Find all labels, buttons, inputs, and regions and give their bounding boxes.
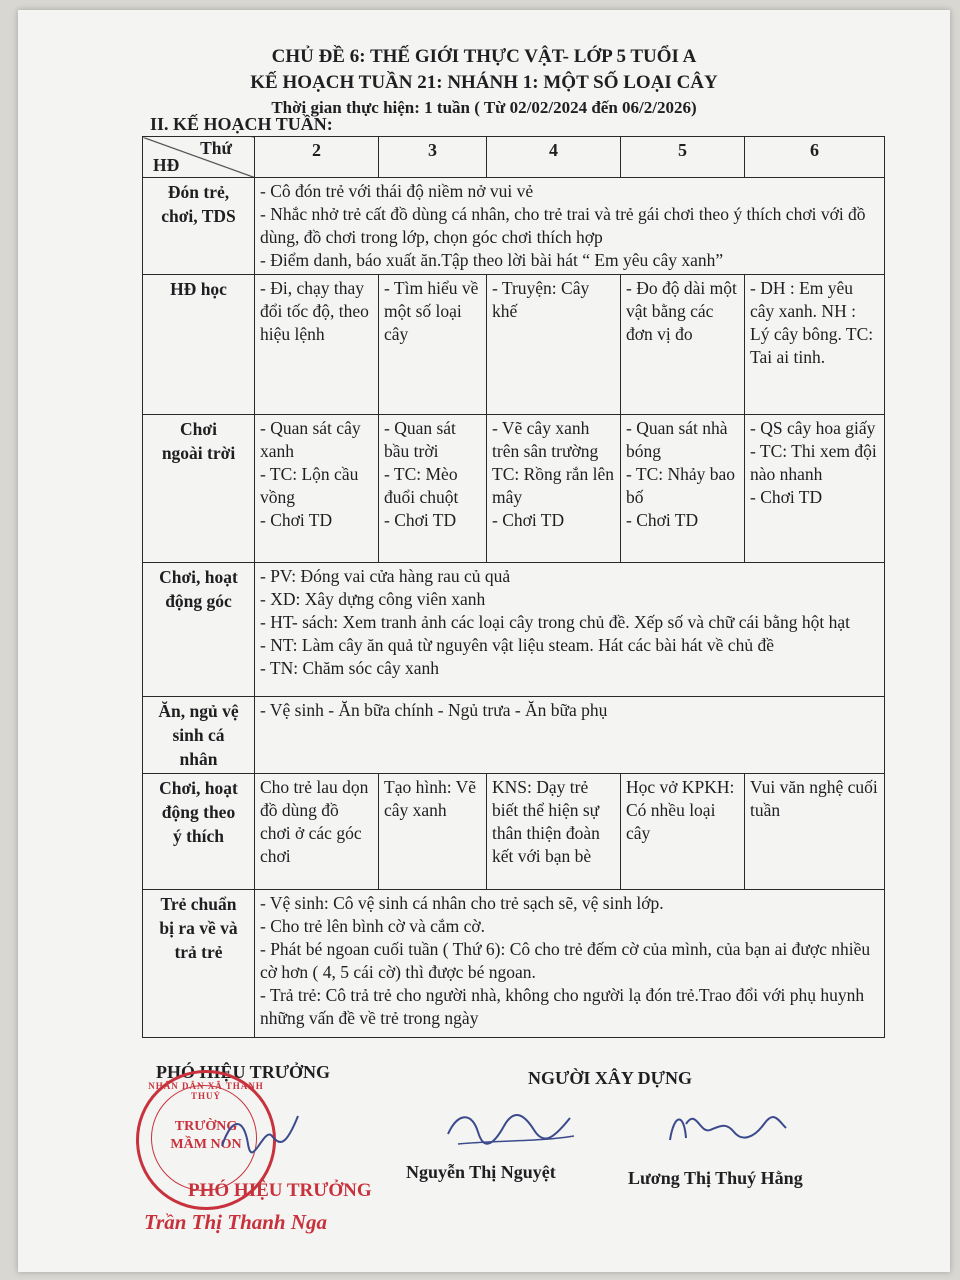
seal-line-2: MẦM NON xyxy=(170,1137,242,1152)
day-header: 6 xyxy=(745,137,885,178)
row-header: Trẻ chuẩn bị ra về và trả trẻ xyxy=(143,890,255,1038)
merged-cell: - Cô đón trẻ với thái độ niềm nở vui vẻ - Nhắc nhở trẻ cất đồ dùng cá nhân, cho trẻ trai và trẻ gái chơi theo ý thích chơi với đồ dùng, đồ chơi trong lớp, chọn góc chơi thích hợp - Điểm danh, báo xuất ăn.Tập theo lời bài hát “ Em yêu cây xanh” xyxy=(255,178,885,275)
merged-cell: - Vệ sinh: Cô vệ sinh cá nhân cho trẻ sạch sẽ, vệ sinh lớp. - Cho trẻ lên bình cờ và cắm cờ. - Phát bé ngoan cuối tuần ( Thứ 6): Cô cho trẻ đếm cờ của mình, của bạn ai được nhiều cờ hơn ( 4, 5 cái cờ) thì được bé ngoan. - Trả trẻ: Cô trả trẻ cho người nhà, không cho người lạ đón trẻ.Trao đổi với phụ huynh những vấn đề về trẻ trong ngày xyxy=(255,890,885,1038)
header-subtitle: KẾ HOẠCH TUẦN 21: NHÁNH 1: MỘT SỐ LOẠI CÂY xyxy=(250,72,718,93)
table-cell: - Đo độ dài một vật bằng các đơn vị đo xyxy=(621,275,745,415)
row-header: HĐ học xyxy=(143,275,255,415)
weekly-plan-table xyxy=(142,136,885,1038)
table-row-hd-hoc xyxy=(143,275,885,415)
table-cell: - Quan sát nhà bóng - TC: Nhảy bao bố - Chơi TD xyxy=(621,415,745,563)
row-header: Chơi ngoài trời xyxy=(143,415,255,563)
table-cell: - Quan sát bầu trời - TC: Mèo đuổi chuột - Chơi TD xyxy=(379,415,487,563)
row-header: Chơi, hoạt động theo ý thích xyxy=(143,774,255,890)
day-header: 2 xyxy=(255,137,379,178)
day-header: 4 xyxy=(487,137,621,178)
corner-cell xyxy=(143,137,255,178)
table-header-row xyxy=(143,137,885,178)
table-cell: - Quan sát cây xanh - TC: Lộn cầu vồng - Chơi TD xyxy=(255,415,379,563)
signature-vice-principal xyxy=(214,1106,304,1166)
stamp-name: Trần Thị Thanh Nga xyxy=(144,1210,328,1234)
table-cell: - Truyện: Cây khế xyxy=(487,275,621,415)
table-row-tra-tre xyxy=(143,890,885,1038)
table-row-don-tre xyxy=(143,178,885,275)
table-row-theo-y-thich xyxy=(143,774,885,890)
table-cell: - Vẽ cây xanh trên sân trường TC: Rồng rắn lên mây - Chơi TD xyxy=(487,415,621,563)
signature-nguyet xyxy=(438,1104,578,1154)
header-title: CHỦ ĐỀ 6: THẾ GIỚI THỰC VẬT- LỚP 5 TUỔI A xyxy=(271,46,697,67)
table-cell: Cho trẻ lau dọn đồ dùng đồ chơi ở các góc chơi xyxy=(255,774,379,890)
table-row-an-ngu xyxy=(143,697,885,774)
header-timeframe: Thời gian thực hiện: 1 tuần ( Từ 02/02/2024 đến 06/2/2026) xyxy=(271,98,697,117)
table-row-choi-goc xyxy=(143,563,885,697)
row-header: Ăn, ngủ vệ sinh cá nhân xyxy=(143,697,255,774)
seal-ring-text: NHÂN DÂN XÃ THANH THUỶ xyxy=(148,1081,264,1101)
signature-hang xyxy=(660,1104,790,1154)
table-cell: - Tìm hiểu về một số loại cây xyxy=(379,275,487,415)
table-cell: Học vở KPKH: Có nhều loại cây xyxy=(621,774,745,890)
table-row-choi-ngoai-troi xyxy=(143,415,885,563)
day-header: 5 xyxy=(621,137,745,178)
table-cell: Tạo hình: Vẽ cây xanh xyxy=(379,774,487,890)
corner-day-label: Thứ xyxy=(200,138,232,158)
merged-cell: - Vệ sinh - Ăn bữa chính - Ngủ trưa - Ăn bữa phụ xyxy=(255,697,885,774)
builder-name-1: Nguyễn Thị Nguyệt xyxy=(406,1162,556,1182)
table-cell: Vui văn nghệ cuối tuần xyxy=(745,774,885,890)
builder-title: NGƯỜI XÂY DỰNG xyxy=(528,1068,692,1088)
row-header: Đón trẻ, chơi, TDS xyxy=(143,178,255,275)
section-title: II. KẾ HOẠCH TUẦN: xyxy=(150,114,333,134)
table-cell: - Đi, chạy thay đổi tốc độ, theo hiệu lệnh xyxy=(255,275,379,415)
merged-cell: - PV: Đóng vai cửa hàng rau củ quả - XD: Xây dựng công viên xanh - HT- sách: Xem tranh ảnh các loại cây trong chủ đề. Xếp số và chữ cái bằng hột hạt - NT: Làm cây ăn quả từ nguyên vật liệu steam. Hát các bài hát về chủ đề - TN: Chăm sóc cây xanh xyxy=(255,563,885,697)
vice-principal-title: PHÓ HIỆU TRƯỞNG xyxy=(156,1062,331,1082)
table-cell: - QS cây hoa giấy - TC: Thi xem đội nào nhanh - Chơi TD xyxy=(745,415,885,563)
builder-name-2: Lương Thị Thuý Hằng xyxy=(628,1168,803,1188)
document-header xyxy=(18,44,950,120)
corner-activity-label: HĐ xyxy=(153,155,180,175)
document-page xyxy=(18,10,950,1272)
stamp-title: PHÓ HIỆU TRƯỞNG xyxy=(188,1180,372,1201)
table-cell: KNS: Dạy trẻ biết thể hiện sự thân thiện đoàn kết với bạn bè xyxy=(487,774,621,890)
table-cell: - DH : Em yêu cây xanh. NH : Lý cây bông. TC: Tai ai tinh. xyxy=(745,275,885,415)
day-header: 3 xyxy=(379,137,487,178)
row-header: Chơi, hoạt động góc xyxy=(143,563,255,697)
seal-line-1: TRƯỜNG xyxy=(174,1119,238,1134)
